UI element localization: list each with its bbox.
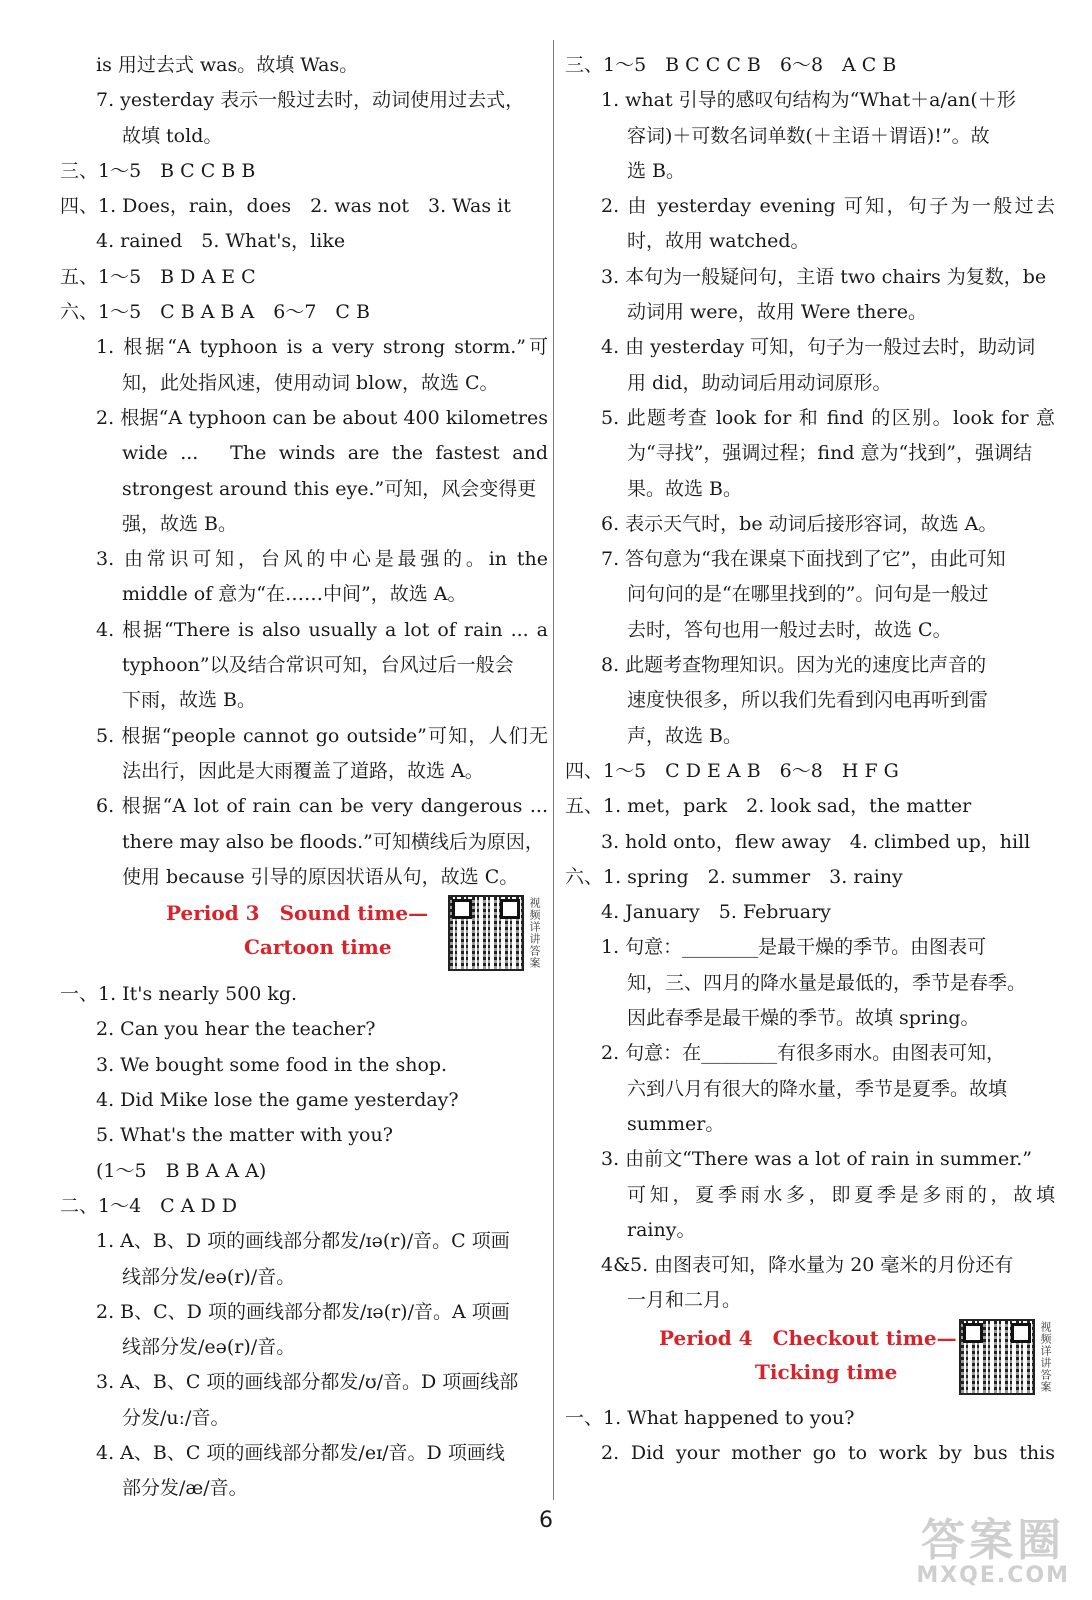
answer-line: 5. 根据“people cannot go outside”可知，人们无	[96, 724, 548, 747]
column-divider	[553, 40, 554, 1500]
answer-line: 三、1～5 B C C C B 6～8 A C B	[565, 54, 897, 76]
answer-line: 问句问的是“在哪里找到的”。问句是一般过	[627, 583, 989, 606]
answer-line: 4. rained 5. What's，like	[96, 230, 346, 253]
answer-line: 6. 根据“A lot of rain can be very dangerous ...	[96, 795, 548, 818]
answer-line: 为“寻找”，强调过程；find 意为“找到”，强调结	[627, 442, 1032, 465]
answer-line: 速度快很多，所以我们先看到闪电再听到雷	[627, 689, 989, 712]
answer-line: 4. January 5. February	[601, 901, 831, 924]
right-answers-period-4	[565, 1401, 1055, 1472]
answer-line: 五、1. met，park 2. look sad，the matter	[565, 795, 972, 818]
answer-line: (1～5 B B A A A)	[96, 1159, 267, 1182]
right-column	[565, 48, 1055, 1471]
page-number: 6	[539, 1508, 553, 1533]
answer-line: 8. 此题考查物理知识。因为光的速度比声音的	[601, 654, 987, 677]
answer-line: 线部分发/eə(r)/音。	[122, 1265, 296, 1288]
qr-code-label: 视频详讲答案	[1039, 1320, 1052, 1393]
answer-line: 4. A、B、C 项的画线部分都发/eɪ/音。D 项画线	[96, 1441, 505, 1464]
answer-line: 5. 此题考查 look for 和 find 的区别。look for 意	[601, 406, 1055, 429]
answer-line: 五、1～5 B D A E C	[60, 265, 256, 288]
answer-line: 一、1. What happened to you?	[565, 1406, 855, 1429]
answer-line: 分发/uː/音。	[122, 1406, 230, 1429]
qr-code-icon[interactable]	[448, 895, 524, 971]
answer-line: 4&5. 由图表可知，降水量为 20 毫米的月份还有	[601, 1254, 1014, 1277]
answer-line: 一月和二月。	[627, 1289, 742, 1312]
answer-line: 三、1～5 B C C B B	[60, 159, 256, 182]
answer-line: 用 did，助动词后用动词原形。	[627, 371, 892, 394]
period-3-title-line2: Cartoon time	[244, 935, 392, 960]
answer-line: 7. yesterday 表示一般过去时，动词使用过去式，	[96, 89, 525, 112]
watermark-text: 答案圈	[921, 1515, 1066, 1566]
answer-line: 2. Can you hear the teacher?	[96, 1018, 376, 1041]
answer-line: 2. 句意：在________有很多雨水。由图表可知，	[601, 1042, 1006, 1065]
answer-line: 4. 根据“There is also usually a lot of rain ... a	[96, 618, 548, 641]
answer-line: 2. Did your mother go to work by bus this	[601, 1441, 1055, 1464]
answer-line: 6. 表示天气时，be 动词后接形容词，故选 A。	[601, 512, 998, 535]
qr-code-label: 视频详讲答案	[528, 897, 541, 970]
answer-line: 可知，夏季雨水多，即夏季是多雨的，故填	[627, 1183, 1055, 1206]
answer-line: 六、1. spring 2. summer 3. rainy	[565, 865, 903, 888]
answer-line: 一、1. It's nearly 500 kg.	[60, 983, 298, 1006]
answer-line: 选 B。	[627, 159, 686, 182]
answer-line: 知，三、四月的降水量是最低的，季节是春季。	[627, 971, 1027, 994]
answer-line: 六到八月有很大的降水量，季节是夏季。故填	[627, 1077, 1008, 1100]
qr-code-icon[interactable]	[959, 1319, 1035, 1395]
watermark-url: MXQE.COM	[916, 1563, 1070, 1588]
answer-line: there may also be floods.”可知横线后为原因，	[122, 830, 544, 853]
left-column	[60, 48, 548, 1507]
period-4-header	[565, 1319, 1055, 1401]
answer-line: wide ... The winds are the fastest and	[122, 442, 548, 465]
answer-line: 2. B、C、D 项的画线部分都发/ɪə(r)/音。A 项画	[96, 1300, 510, 1323]
left-answers	[60, 48, 548, 895]
answer-line: 5. What's the matter with you?	[96, 1124, 393, 1147]
answer-line: 四、1. Does，rain，does 2. was not 3. Was it	[60, 195, 511, 218]
answer-line: 3. 由前文“There was a lot of rain in summer.”	[601, 1148, 1032, 1171]
watermark-logo	[916, 1515, 1070, 1588]
answer-line: is 用过去式 was。故填 Was。	[96, 54, 359, 76]
answer-line: 强，故选 B。	[122, 512, 238, 535]
answer-line: 3. 由常识可知，台风的中心是最强的。in the	[96, 548, 548, 571]
answer-line: 1. what 引导的感叹句结构为“What＋a/an(＋形	[601, 89, 1016, 112]
answer-line: 去时，答句也用一般过去时，故选 C。	[627, 618, 952, 641]
answer-line: 1. 句意：________是最干燥的季节。由图表可	[601, 936, 987, 959]
answer-line: 1. 根据“A typhoon is a very strong storm.”可	[96, 336, 548, 359]
answer-line: 知，此处指风速，使用动词 blow，故选 C。	[122, 371, 499, 394]
answer-line: 因此春季是最干燥的季节。故填 spring。	[627, 1007, 980, 1030]
answer-line: 四、1～5 C D E A B 6～8 H F G	[565, 759, 899, 782]
answer-line: 声，故选 B。	[627, 724, 743, 747]
answer-line: 2. 根据“A typhoon can be about 400 kilometres	[96, 406, 548, 429]
period-4-title-line1: Period 4 Checkout time—	[659, 1325, 957, 1350]
answer-line: summer。	[627, 1112, 725, 1135]
answer-line: middle of 意为“在……中间”，故选 A。	[122, 583, 467, 606]
answer-line: 果。故选 B。	[627, 477, 743, 500]
answer-line: strongest around this eye.”可知，风会变得更	[122, 477, 537, 500]
period-4-title-line2: Ticking time	[755, 1359, 898, 1384]
period-3-title-line1: Period 3 Sound time—	[166, 901, 429, 926]
left-answers-period-3	[60, 977, 548, 1506]
answer-line: 3. A、B、C 项的画线部分都发/ʊ/音。D 项画线部	[96, 1371, 519, 1394]
answer-line: 3. hold onto，flew away 4. climbed up，hill	[601, 830, 1031, 853]
answer-line: 3. 本句为一般疑问句，主语 two chairs 为复数，be	[601, 265, 1047, 288]
answer-line: 2. 由 yesterday evening 可知，句子为一般过去	[601, 195, 1055, 218]
answer-line: 线部分发/eə(r)/音。	[122, 1336, 296, 1359]
answer-line: 容词)＋可数名词单数(＋主语＋谓语)!”。故	[627, 124, 990, 147]
answer-line: typhoon”以及结合常识可知，台风过后一般会	[122, 654, 514, 677]
answer-line: 4. Did Mike lose the game yesterday?	[96, 1089, 459, 1112]
answer-line: 4. 由 yesterday 可知，句子为一般过去时，助动词	[601, 336, 1036, 359]
answer-line: 下雨，故选 B。	[122, 689, 257, 712]
answer-line: 故填 told。	[122, 124, 223, 147]
answer-line: 部分发/æ/音。	[122, 1477, 248, 1500]
answer-line: 六、1～5 C B A B A 6～7 C B	[60, 301, 370, 324]
answer-line: 7. 答句意为“我在课桌下面找到了它”，由此可知	[601, 548, 1006, 571]
answer-line: 动词用 were，故用 Were there。	[627, 301, 927, 324]
answer-line: 3. We bought some food in the shop.	[96, 1053, 448, 1076]
answer-line: 1. A、B、D 项的画线部分都发/ɪə(r)/音。C 项画	[96, 1230, 510, 1253]
answer-line: rainy。	[627, 1218, 696, 1241]
right-answers	[565, 48, 1055, 1319]
answer-line: 使用 because 引导的原因状语从句，故选 C。	[122, 865, 519, 888]
period-3-header	[60, 895, 548, 977]
answer-line: 时，故用 watched。	[627, 230, 810, 253]
answer-line: 二、1～4 C A D D	[60, 1194, 238, 1217]
answer-line: 法出行，因此是大雨覆盖了道路，故选 A。	[122, 759, 484, 782]
